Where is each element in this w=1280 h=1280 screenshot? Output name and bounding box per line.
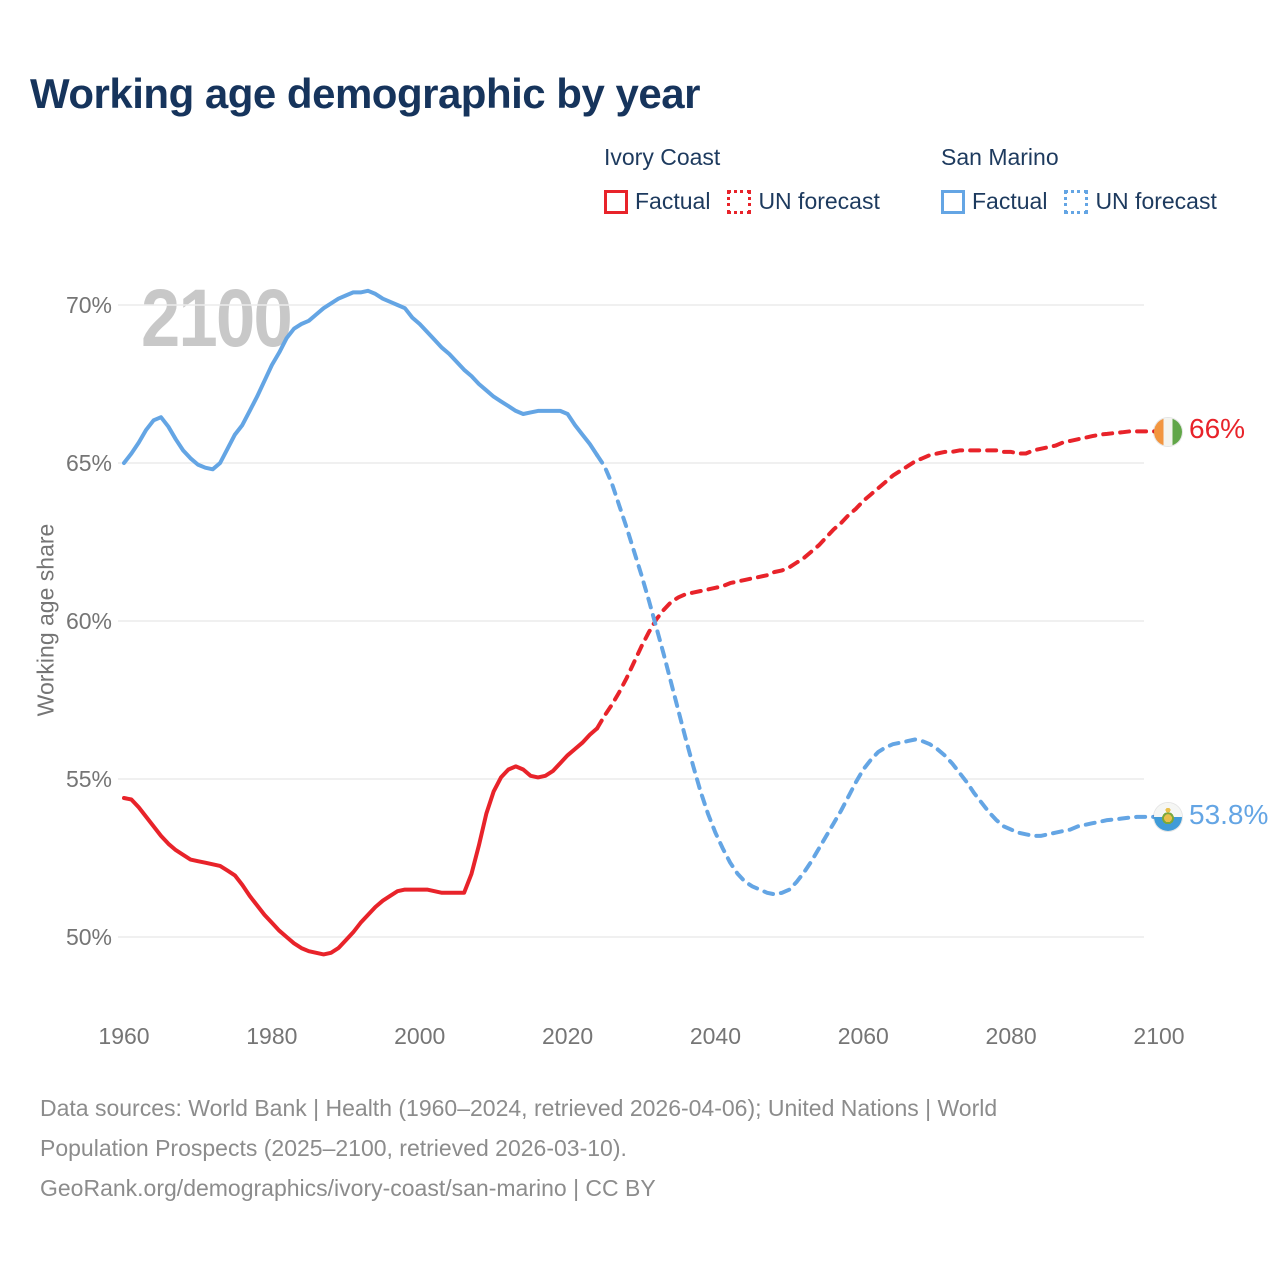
y-tick-label: 60% [65, 608, 112, 634]
y-axis-title: Working age share [32, 523, 59, 717]
series-line-ivory-coast-factual [124, 728, 597, 954]
legend-item-label: Factual [972, 188, 1048, 214]
x-tick-label: 2080 [985, 1023, 1037, 1049]
series-line-san-marino-un-forecast [597, 455, 1159, 894]
x-tick-label: 2040 [689, 1023, 742, 1049]
x-tick-label: 2000 [394, 1023, 446, 1049]
x-tick-label: 2020 [541, 1023, 594, 1049]
legend-item-label: Factual [635, 188, 711, 214]
san-marino-flag-icon [1154, 803, 1182, 831]
y-tick-label: 65% [65, 450, 112, 476]
y-tick-label: 50% [65, 924, 112, 950]
series-line-ivory-coast-un-forecast [597, 431, 1159, 728]
y-tick-label: 70% [65, 292, 112, 318]
attribution-line: GeoRank.org/demographics/ivory-coast/san-marino | CC BY [40, 1175, 656, 1201]
legend-item-label: UN forecast [1095, 188, 1217, 214]
legend-country-name: San Marino [941, 144, 1059, 170]
legend-item-label: UN forecast [758, 188, 880, 214]
series-line-san-marino-factual [124, 291, 597, 470]
x-tick-label: 1980 [246, 1023, 298, 1049]
san-marino-emblem-icon [1161, 808, 1175, 825]
y-tick-label: 55% [65, 766, 112, 792]
data-sources-line: Data sources: World Bank | Health (1960–2024, retrieved 2026-04-06); United Nations | World [40, 1095, 998, 1121]
year-watermark: 2100 [141, 273, 292, 364]
x-tick-label: 2100 [1133, 1023, 1185, 1049]
x-tick-label: 1960 [98, 1023, 150, 1049]
data-sources-line: Population Prospects (2025–2100, retrieved 2026-03-10). [40, 1135, 627, 1161]
page-title: Working age demographic by year [30, 70, 700, 117]
legend-country-name: Ivory Coast [604, 144, 721, 170]
footer [40, 1088, 1240, 1208]
ivory-coast-flag-icon [1154, 418, 1182, 446]
x-tick-label: 2060 [837, 1023, 889, 1049]
ivory-coast-end-value: 66% [1189, 413, 1246, 444]
san-marino-end-value: 53.8% [1189, 799, 1269, 830]
